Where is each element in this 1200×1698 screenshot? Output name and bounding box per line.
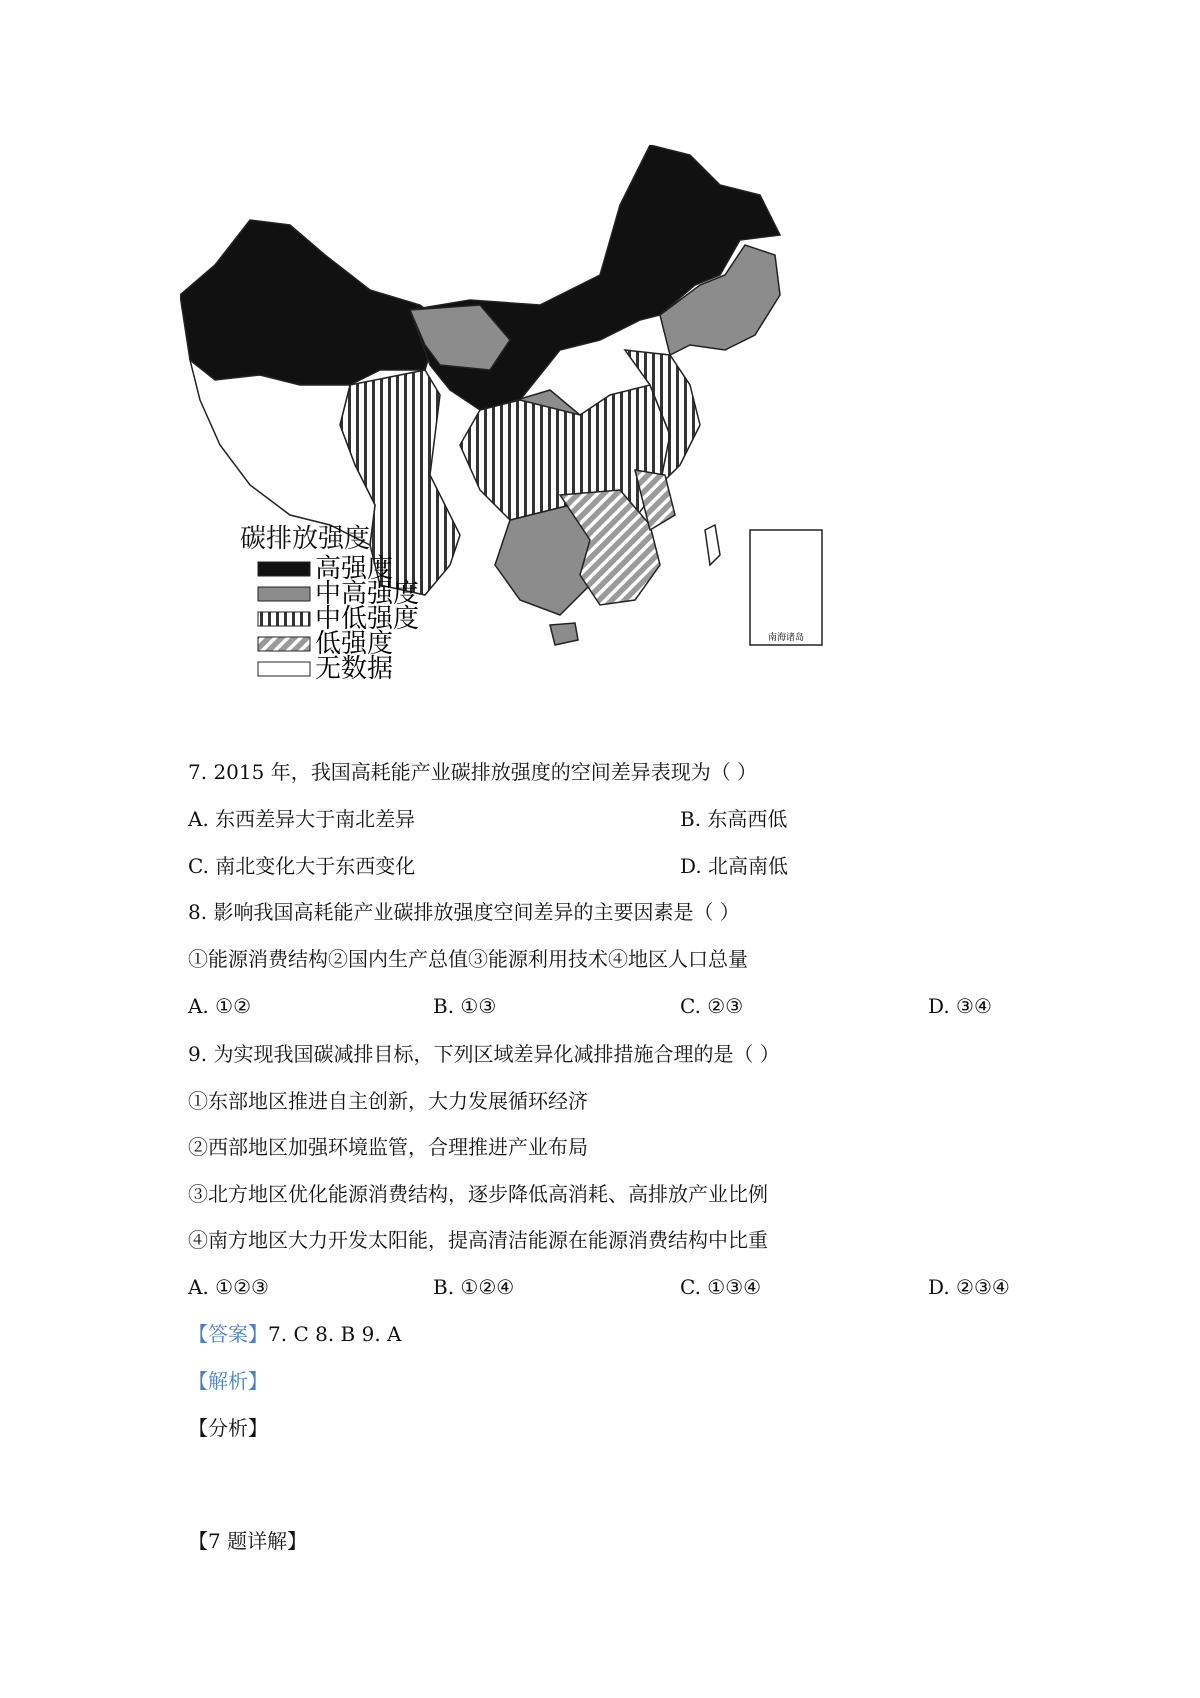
q7-option-a: A. 东西差异大于南北差异 — [188, 807, 416, 831]
inset-label: 南海诸岛 — [767, 633, 805, 643]
region-tibet-white — [190, 360, 375, 545]
q8-option-d: D. ③④ — [928, 994, 992, 1018]
legend-swatch-low — [258, 637, 310, 651]
q9-item-4: ④南方地区大力开发太阳能，提高清洁能源在能源消费结构中比重 — [188, 1228, 768, 1252]
q8-option-c: C. ②③ — [680, 994, 744, 1018]
q9-item-2: ②西部地区加强环境监管，合理推进产业布局 — [188, 1135, 588, 1159]
region-northwest-high — [180, 220, 440, 385]
legend-swatch-mid-low — [258, 612, 310, 626]
fenxi-label: 【分析】 — [188, 1416, 268, 1440]
q9-option-d: D. ②③④ — [928, 1275, 1010, 1299]
legend-label-low: 低强度 — [315, 629, 394, 659]
legend-label-high: 高强度 — [315, 554, 394, 584]
analysis-label: 【解析】 — [188, 1369, 268, 1393]
legend-swatch-no-data — [258, 662, 310, 676]
q7-stem: 7. 2015 年，我国高耗能产业碳排放强度的空间差异表现为（ ） — [188, 760, 758, 784]
q9-option-b: B. ①②④ — [433, 1275, 515, 1299]
answer-row — [188, 1320, 401, 1348]
q9-option-a: A. ①②③ — [188, 1275, 269, 1299]
q7-option-b: B. 东高西低 — [680, 807, 788, 831]
q8-list: ①能源消费结构②国内生产总值③能源利用技术④地区人口总量 — [188, 947, 748, 971]
legend-swatch-high — [258, 562, 310, 576]
legend-swatch-mid-high — [258, 587, 310, 601]
q9-item-3: ③北方地区优化能源消费结构，逐步降低高消耗、高排放产业比例 — [188, 1182, 768, 1206]
q9-item-1: ①东部地区推进自主创新，大力发展循环经济 — [188, 1089, 588, 1113]
answer-label: 【答案】 — [188, 1322, 268, 1346]
legend-label-mid-high: 中高强度 — [315, 579, 420, 609]
region-hainan-gray — [550, 623, 578, 645]
legend-title: 碳排放强度 — [240, 524, 371, 554]
q7-option-c: C. 南北变化大于东西变化 — [188, 854, 416, 878]
legend-label-mid-low: 中低强度 — [315, 604, 420, 634]
answer-text: 7. C 8. B 9. A — [268, 1322, 402, 1346]
q7-option-d: D. 北高南低 — [680, 854, 789, 878]
q8-stem: 8. 影响我国高耗能产业碳排放强度空间差异的主要因素是（ ） — [188, 900, 740, 924]
inset-frame — [750, 530, 822, 645]
detail-label: 【7 题详解】 — [188, 1529, 308, 1553]
q9-stem: 9. 为实现我国碳减排目标，下列区域差异化减排措施合理的是（ ） — [188, 1042, 780, 1066]
legend-label-no-data: 无数据 — [315, 654, 394, 684]
region-taiwan-white — [705, 525, 720, 565]
china-carbon-intensity-map — [180, 145, 900, 745]
q9-option-c: C. ①③④ — [680, 1275, 762, 1299]
q8-option-a: A. ①② — [188, 994, 252, 1018]
q8-option-b: B. ①③ — [433, 994, 497, 1018]
